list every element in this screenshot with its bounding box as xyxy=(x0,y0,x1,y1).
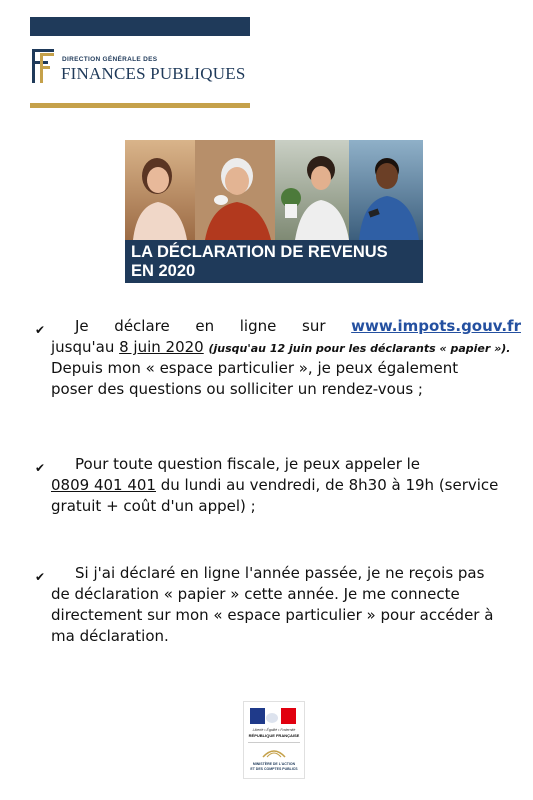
item1-word: déclare xyxy=(114,317,170,335)
item1-text3: Depuis mon « espace particulier », je peux également xyxy=(51,359,459,377)
item1-word: Je xyxy=(75,317,89,335)
item2-line3: gratuit + coût d'un appel) ; xyxy=(51,497,256,515)
item2-line2 xyxy=(51,475,521,496)
item3-line4: ma déclaration. xyxy=(51,627,169,645)
item3-line2: de déclaration « papier » cette année. Je me connecte xyxy=(51,585,460,603)
ministry-logo xyxy=(243,701,305,779)
ministry-line2: ET DES COMPTES PUBLICS xyxy=(250,767,298,771)
item1-line3 xyxy=(51,358,521,379)
header-gold-bar xyxy=(30,103,250,108)
logo-org-small: DIRECTION GÉNÉRALE DES xyxy=(62,56,158,63)
info-item-no-paper xyxy=(35,563,521,647)
hero-photo xyxy=(125,140,423,240)
phone-number: 0809 401 401 xyxy=(51,476,156,494)
item1-word: en xyxy=(195,317,215,335)
item3-line3: directement sur mon « espace particulier » pour accéder à xyxy=(51,606,494,624)
item2-line1: Pour toute question fiscale, je peux appeler le xyxy=(75,455,421,473)
checkmark-icon: ✔ xyxy=(35,323,46,337)
impots-website-link[interactable]: www.impots.gouv.fr xyxy=(351,317,521,335)
item3-line1: Si j'ai déclaré en ligne l'année passée, je ne reçois pas xyxy=(75,564,485,582)
info-item-phone xyxy=(35,454,521,517)
rising-sun-icon xyxy=(261,747,287,758)
checkmark-icon: ✔ xyxy=(35,570,46,584)
logo-divider xyxy=(248,742,300,743)
dgfip-logo-icon xyxy=(28,47,58,85)
logo-org-big: FINANCES PUBLIQUES xyxy=(61,64,246,83)
item1-until-label: jusqu'au xyxy=(51,338,120,356)
item1-line4: poser des questions ou solliciter un rendez-vous ; xyxy=(51,380,423,398)
hero-title-line1: LA DÉCLARATION DE REVENUS xyxy=(131,243,388,261)
item1-word: ligne xyxy=(239,317,277,335)
item1-word: sur xyxy=(302,317,326,335)
item2-hours: du lundi au vendredi, de 8h30 à 19h (service xyxy=(155,476,499,494)
french-flag-icon xyxy=(250,708,296,724)
republic-label: RÉPUBLIQUE FRANÇAISE xyxy=(248,733,300,738)
header-top-bar xyxy=(30,17,250,36)
republic-motto: Liberté • Égalité • Fraternité xyxy=(252,728,296,732)
dgfip-logo xyxy=(28,47,253,85)
hero-banner xyxy=(125,240,423,283)
item1-line1 xyxy=(51,316,521,337)
paper-deadline-note: (jusqu'au 12 juin pour les déclarants « papier »). xyxy=(208,342,511,355)
ministry-line1: MINISTÈRE DE L'ACTION xyxy=(252,762,296,766)
hero-title-line2: EN 2020 xyxy=(131,262,196,280)
info-item-online-declaration xyxy=(35,316,521,400)
deadline-date: 8 juin 2020 xyxy=(119,338,204,356)
item1-line2 xyxy=(51,337,521,358)
checkmark-icon: ✔ xyxy=(35,461,46,475)
hero-image xyxy=(125,140,423,283)
